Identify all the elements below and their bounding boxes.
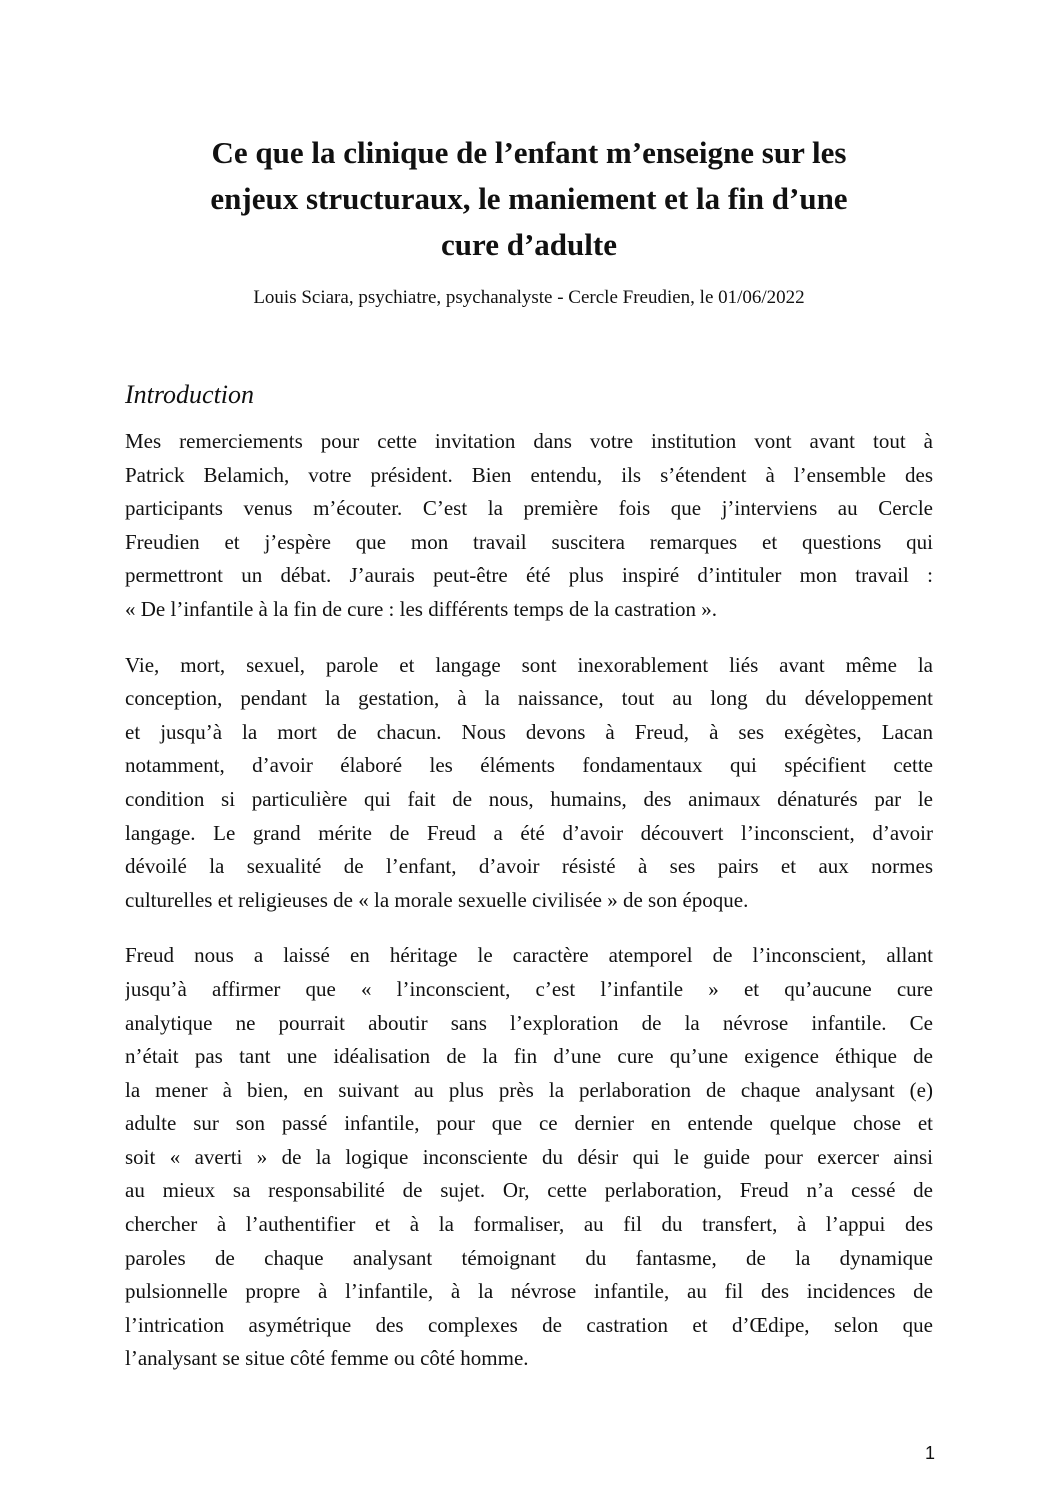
text-line: chercher à l’authentifier et à la formaliser, au fil du transfert, à l’appui des [125, 1212, 933, 1237]
text-line: Patrick Belamich, votre président. Bien entendu, ils s’étendent à l’ensemble des [125, 462, 933, 487]
text-line: Freudien et j’espère que mon travail suscitera remarques et questions qui [125, 529, 933, 554]
author-byline: Louis Sciara, psychiatre, psychanalyste - Cercle Freudien, le 01/06/2022 [253, 287, 805, 308]
body-text [125, 425, 933, 1398]
section-heading-introduction: Introduction [125, 380, 255, 409]
text-line: paroles de chaque analysant témoignant du fantasme, de la dynamique [125, 1245, 933, 1270]
page-number: 1 [924, 1443, 935, 1463]
text-line: condition si particulière qui fait de nous, humains, des animaux dénaturés par le [125, 786, 933, 811]
paragraph-1 [125, 425, 933, 627]
text-line: permettront un débat. J’aurais peut-être été plus inspiré d’intituler mon travail : [125, 563, 933, 588]
text-line: analytique ne pourrait aboutir sans l’exploration de la névrose infantile. Ce [125, 1010, 933, 1035]
text-line: notamment, d’avoir élaboré les éléments fondamentaux qui spécifient cette [125, 753, 933, 778]
text-line: n’était pas tant une idéalisation de la fin d’une cure qu’une exigence éthique de [125, 1044, 933, 1069]
text-line: soit « averti » de la logique inconsciente du désir qui le guide pour exercer ainsi [125, 1144, 933, 1169]
text-line: participants venus m’écouter. C’est la première fois que j’interviens au Cercle [125, 496, 933, 521]
text-line: Mes remerciements pour cette invitation dans votre institution vont avant tout à [125, 429, 933, 453]
text-line: conception, pendant la gestation, à la naissance, tout au long du développement [125, 686, 933, 711]
text-line: « De l’infantile à la fin de cure : les différents temps de la castration ». [125, 596, 718, 621]
paragraph-3 [125, 939, 933, 1376]
text-line: l’intrication asymétrique des complexes de castration et d’Œdipe, selon que [125, 1312, 933, 1337]
document-title [120, 130, 938, 268]
title-line: cure d’adulte [441, 227, 617, 262]
text-line: au mieux sa responsabilité de sujet. Or, cette perlaboration, Freud n’a cessé de [125, 1178, 933, 1203]
text-line: Vie, mort, sexuel, parole et langage sont inexorablement liés avant même la [125, 652, 933, 677]
text-line: la mener à bien, en suivant au plus près la perlaboration de chaque analysant (e) [125, 1077, 933, 1102]
text-line: et jusqu’à la mort de chacun. Nous devons à Freud, à ses exégètes, Lacan [125, 719, 933, 744]
title-line: Ce que la clinique de l’enfant m’enseigne sur les [211, 135, 847, 170]
text-line: Freud nous a laissé en héritage le caractère atemporel de l’inconscient, allant [125, 943, 933, 968]
text-line: pulsionnelle propre à l’infantile, à la névrose infantile, au fil des incidences de [125, 1279, 933, 1304]
text-line: dévoilé la sexualité de l’enfant, d’avoir résisté à ses pairs et aux normes [125, 854, 933, 879]
title-line: enjeux structuraux, le maniement et la fin d’une [210, 181, 848, 216]
text-line: adulte sur son passé infantile, pour que ce dernier en entende quelque chose et [125, 1111, 933, 1136]
text-line: l’analysant se situe côté femme ou côté homme. [125, 1346, 529, 1371]
text-line: langage. Le grand mérite de Freud a été d’avoir découvert l’inconscient, d’avoir [125, 820, 933, 845]
text-line: culturelles et religieuses de « la morale sexuelle civilisée » de son époque. [125, 887, 749, 912]
text-line: jusqu’à affirmer que « l’inconscient, c’est l’infantile » et qu’aucune cure [125, 976, 933, 1001]
paragraph-2 [125, 649, 933, 918]
